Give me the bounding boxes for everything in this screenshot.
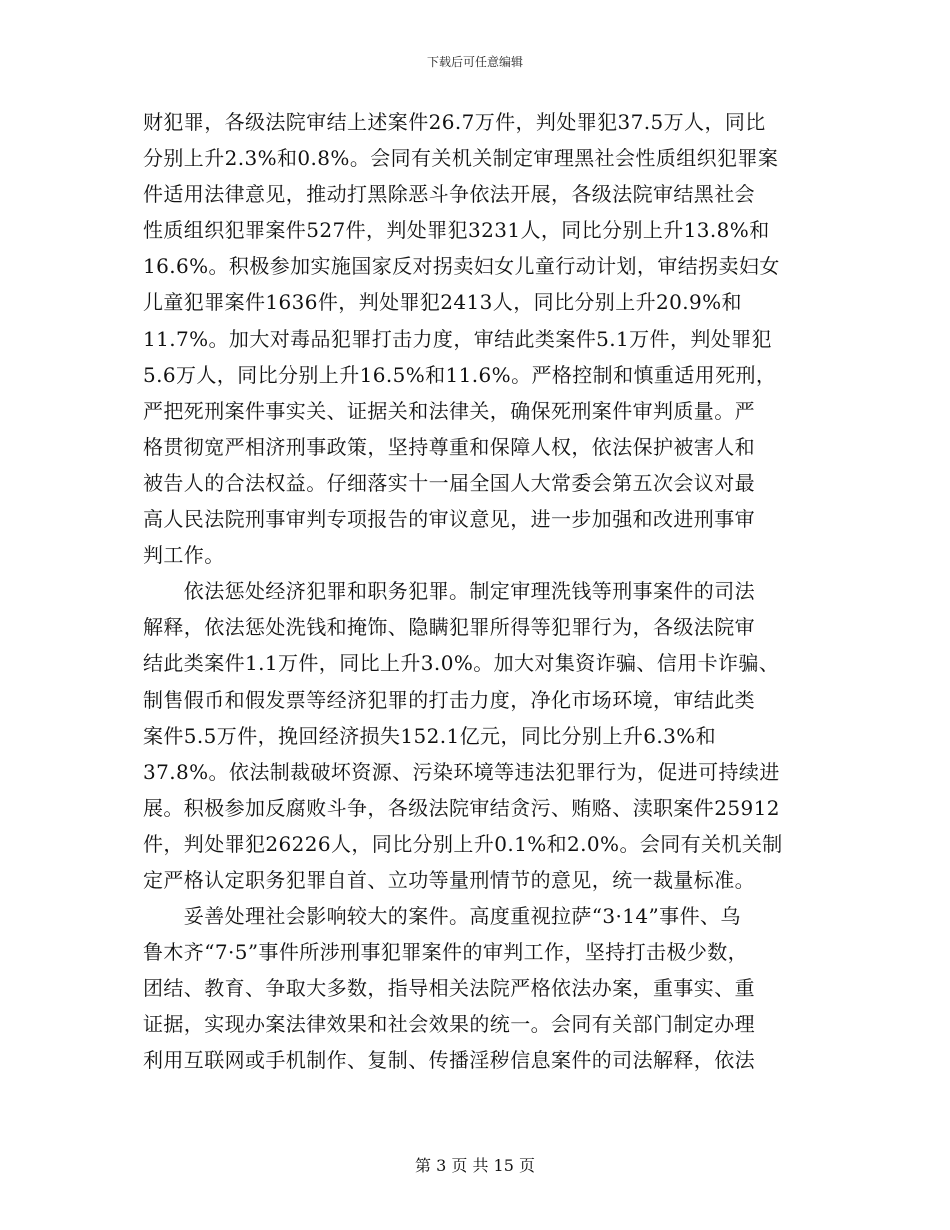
text-line: 件适用法律意见，推动打黑除恶斗争依法开展，各级法院审结黑社会 xyxy=(143,182,755,207)
text-line: 妥善处理社会影响较大的案件。高度重视拉萨“3·14”事件、乌 xyxy=(143,904,741,929)
text-line: 37.8%。依法制裁破坏资源、污染环境等违法犯罪行为，促进可持续进 xyxy=(143,759,780,784)
text-line: 严把死刑案件事实关、证据关和法律关，确保死刑案件审判质量。严 xyxy=(143,398,755,423)
text-line: 制售假币和假发票等经济犯罪的打击力度，净化市场环境，审结此类 xyxy=(143,687,755,712)
text-line: 性质组织犯罪案件527件，判处罪犯3231人，同比分别上升13.8%和 xyxy=(143,218,770,243)
text-line: 团结、教育、争取大多数，指导相关法院严格依法办案，重事实、重 xyxy=(143,976,755,1001)
document-body xyxy=(143,104,807,1079)
text-line: 鲁木齐“7·5”事件所涉刑事犯罪案件的审判工作，坚持打击极少数， xyxy=(143,940,749,965)
text-line: 依法惩处经济犯罪和职务犯罪。制定审理洗钱等刑事案件的司法 xyxy=(143,579,755,604)
text-line: 解释，依法惩处洗钱和掩饰、隐瞒犯罪所得等犯罪行为，各级法院审 xyxy=(143,615,755,640)
page-number-footer: 第 3 页 共 15 页 xyxy=(415,1156,535,1175)
text-line: 16.6%。积极参加实施国家反对拐卖妇女儿童行动计划，审结拐卖妇女 xyxy=(143,254,780,279)
text-line: 证据，实现办案法律效果和社会效果的统一。会同有关部门制定办理 xyxy=(143,1012,755,1037)
text-line: 件，判处罪犯26226人，同比分别上升0.1%和2.0%。会同有关机关制 xyxy=(143,831,783,856)
text-line: 分别上升2.3%和0.8%。会同有关机关制定审理黑社会性质组织犯罪案 xyxy=(143,146,779,171)
text-line: 展。积极参加反腐败斗争，各级法院审结贪污、贿赂、渎职案件25912 xyxy=(143,795,780,820)
text-line: 5.6万人，同比分别上升16.5%和11.6%。严格控制和慎重适用死刑， xyxy=(143,362,777,387)
text-line: 儿童犯罪案件1636件，判处罪犯2413人，同比分别上升20.9%和 xyxy=(143,290,742,315)
page-header-note: 下载后可任意编辑 xyxy=(426,55,523,69)
text-line: 被告人的合法权益。仔细落实十一届全国人大常委会第五次会议对最 xyxy=(143,470,755,495)
text-line: 财犯罪，各级法院审结上述案件26.7万件，判处罪犯37.5万人，同比 xyxy=(143,110,766,134)
text-line: 结此类案件1.1万件，同比上升3.0%。加大对集资诈骗、信用卡诈骗、 xyxy=(143,651,780,676)
text-line: 利用互联网或手机制作、复制、传播淫秽信息案件的司法解释，依法 xyxy=(143,1048,755,1073)
text-line: 11.7%。加大对毒品犯罪打击力度，审结此类案件5.1万件，判处罪犯 xyxy=(143,326,772,351)
text-line: 定严格认定职务犯罪自首、立功等量刑情节的意见，统一裁量标准。 xyxy=(143,867,755,892)
text-line: 高人民法院刑事审判专项报告的审议意见，进一步加强和改进刑事审 xyxy=(143,507,755,532)
text-line: 案件5.5万件，挽回经济损失152.1亿元，同比分别上升6.3%和 xyxy=(143,723,717,748)
text-line: 格贯彻宽严相济刑事政策，坚持尊重和保障人权，依法保护被害人和 xyxy=(143,434,755,459)
text-line: 判工作。 xyxy=(143,543,225,568)
